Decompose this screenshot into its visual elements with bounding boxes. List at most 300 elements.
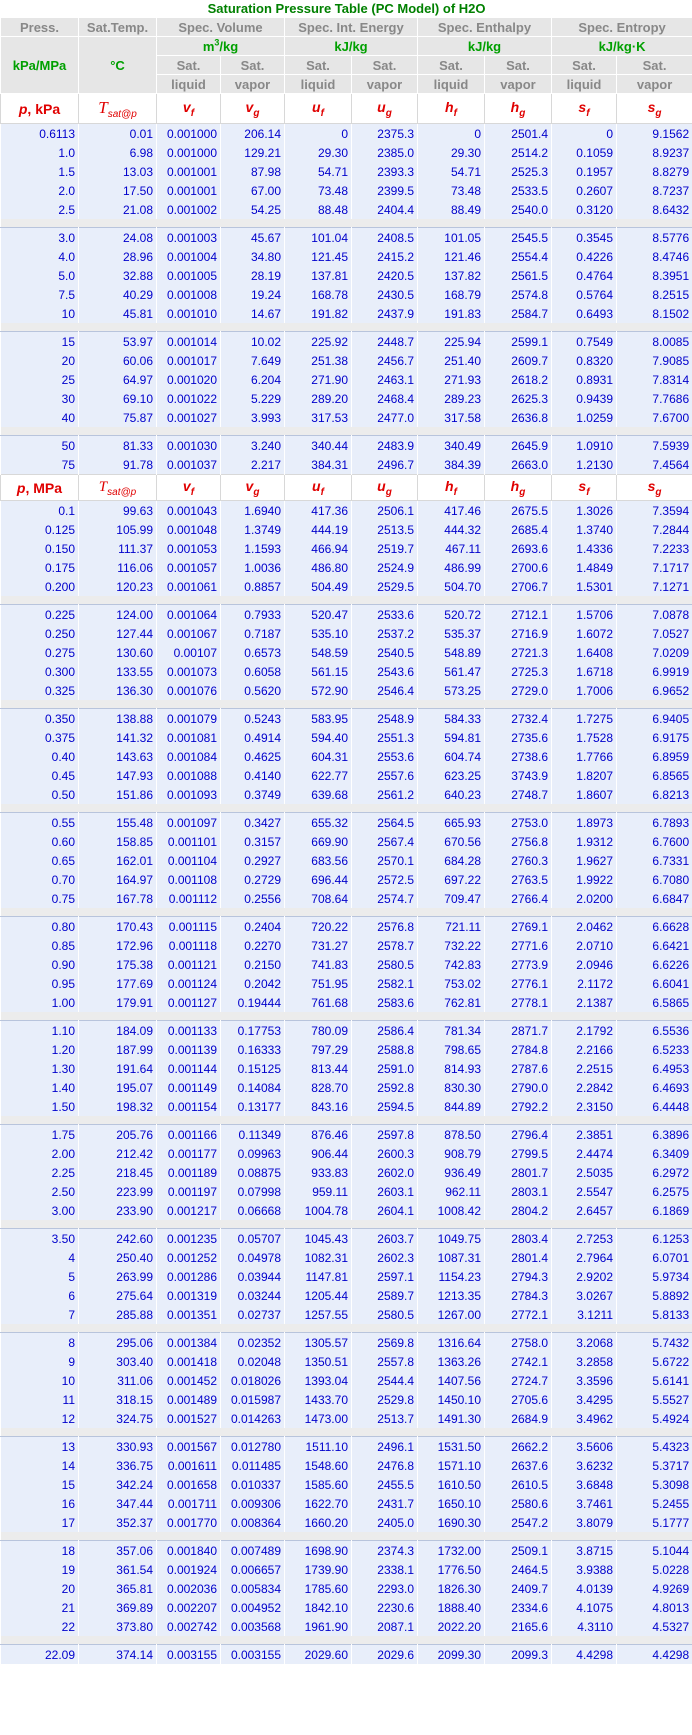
cell-vg: 0.14084 [221, 1078, 285, 1097]
cell-ug: 2597.8 [352, 1125, 418, 1145]
cell-vf: 0.002036 [157, 1579, 221, 1598]
cell-vf: 0.001351 [157, 1305, 221, 1324]
cell-vf: 0.001073 [157, 662, 221, 681]
cell-sat-temp: 64.97 [79, 370, 157, 389]
table-row [1, 200, 692, 219]
header-liquid-label: liquid [552, 75, 617, 94]
cell-pressure: 1.30 [1, 1059, 79, 1078]
cell-sf: 2.0462 [552, 917, 617, 937]
cell-hg: 2742.1 [485, 1352, 552, 1371]
cell-sg: 7.3594 [617, 501, 692, 521]
symbol-hg: $h_g$ [485, 475, 552, 501]
cell-vg: 1.6940 [221, 501, 285, 521]
cell-sg: 5.0228 [617, 1560, 692, 1579]
cell-sg: 6.6041 [617, 974, 692, 993]
cell-ug: 2513.5 [352, 520, 418, 539]
cell-hf: 1650.10 [418, 1494, 485, 1513]
cell-hf: 1690.30 [418, 1513, 485, 1532]
cell-vf: 0.001115 [157, 917, 221, 937]
table-row [1, 143, 692, 162]
cell-sf: 1.7275 [552, 709, 617, 729]
table-row [1, 1475, 692, 1494]
table-row [1, 1617, 692, 1636]
cell-sf: 1.2130 [552, 455, 617, 475]
cell-uf: 959.11 [285, 1182, 352, 1201]
table-row [1, 1598, 692, 1617]
cell-hg: 2547.2 [485, 1513, 552, 1532]
cell-hf: 1732.00 [418, 1541, 485, 1561]
table-row [1, 228, 692, 248]
group-separator [1, 1220, 692, 1229]
cell-vg: 0.07998 [221, 1182, 285, 1201]
cell-hg: 2732.4 [485, 709, 552, 729]
cell-sat-temp: 105.99 [79, 520, 157, 539]
cell-uf: 761.68 [285, 993, 352, 1012]
cell-vf: 0.003155 [157, 1645, 221, 1665]
cell-ug: 2594.5 [352, 1097, 418, 1116]
cell-sf: 3.9388 [552, 1560, 617, 1579]
cell-vf: 0.001093 [157, 785, 221, 804]
cell-sf: 2.6457 [552, 1201, 617, 1220]
cell-vf: 0.00107 [157, 643, 221, 662]
cell-ug: 2029.6 [352, 1645, 418, 1665]
cell-pressure: 3.00 [1, 1201, 79, 1220]
cell-sg: 5.8133 [617, 1305, 692, 1324]
cell-vg: 1.3749 [221, 520, 285, 539]
table-row [1, 889, 692, 908]
cell-sg: 5.4924 [617, 1409, 692, 1428]
cell-sf: 1.8607 [552, 785, 617, 804]
cell-sat-temp: 45.81 [79, 304, 157, 323]
cell-uf: 73.48 [285, 181, 352, 200]
cell-vf: 0.001384 [157, 1333, 221, 1353]
cell-vg: 54.25 [221, 200, 285, 219]
table-row [1, 955, 692, 974]
cell-sf: 2.4474 [552, 1144, 617, 1163]
cell-hf: 573.25 [418, 681, 485, 700]
header-sat-label: Sat. [352, 56, 418, 75]
cell-vf: 0.001144 [157, 1059, 221, 1078]
cell-uf: 622.77 [285, 766, 352, 785]
cell-ug: 2431.7 [352, 1494, 418, 1513]
cell-uf: 225.92 [285, 332, 352, 352]
cell-sat-temp: 17.50 [79, 181, 157, 200]
cell-vf: 0.001108 [157, 870, 221, 889]
cell-sg: 6.9919 [617, 662, 692, 681]
cell-sat-temp: 32.88 [79, 266, 157, 285]
cell-pressure: 0.75 [1, 889, 79, 908]
group-separator [1, 1428, 692, 1437]
cell-sat-temp: 124.00 [79, 605, 157, 625]
cell-hg: 2724.7 [485, 1371, 552, 1390]
cell-vf: 0.001000 [157, 124, 221, 144]
cell-vg: 19.24 [221, 285, 285, 304]
cell-ug: 2537.2 [352, 624, 418, 643]
cell-sf: 1.0259 [552, 408, 617, 427]
cell-uf: 933.83 [285, 1163, 352, 1182]
cell-sg: 7.0527 [617, 624, 692, 643]
cell-sat-temp: 151.86 [79, 785, 157, 804]
cell-hf: 709.47 [418, 889, 485, 908]
cell-ug: 2456.7 [352, 351, 418, 370]
cell-hg: 2763.5 [485, 870, 552, 889]
symbol-hf: $h_f$ [418, 475, 485, 501]
cell-uf: 191.82 [285, 304, 352, 323]
cell-sat-temp: 133.55 [79, 662, 157, 681]
cell-uf: 1660.20 [285, 1513, 352, 1532]
cell-hf: 1888.40 [418, 1598, 485, 1617]
cell-uf: 1147.81 [285, 1267, 352, 1286]
cell-ug: 2437.9 [352, 304, 418, 323]
cell-hg: 2645.9 [485, 436, 552, 456]
cell-uf: 1622.70 [285, 1494, 352, 1513]
cell-sg: 5.8892 [617, 1286, 692, 1305]
cell-hf: 1049.75 [418, 1229, 485, 1249]
cell-vf: 0.001452 [157, 1371, 221, 1390]
cell-sg: 6.5536 [617, 1021, 692, 1041]
cell-pressure: 0.175 [1, 558, 79, 577]
cell-vf: 0.001030 [157, 436, 221, 456]
cell-vf: 0.001014 [157, 332, 221, 352]
cell-vg: 1.0036 [221, 558, 285, 577]
cell-uf: 466.94 [285, 539, 352, 558]
cell-sg: 6.6628 [617, 917, 692, 937]
cell-sf: 3.0267 [552, 1286, 617, 1305]
cell-hg: 2706.7 [485, 577, 552, 596]
cell-hf: 1531.50 [418, 1437, 485, 1457]
cell-pressure: 0.6113 [1, 124, 79, 144]
cell-ug: 2588.8 [352, 1040, 418, 1059]
cell-vg: 0.11349 [221, 1125, 285, 1145]
cell-sat-temp: 250.40 [79, 1248, 157, 1267]
header-liquid-label: liquid [418, 75, 485, 94]
cell-hf: 962.11 [418, 1182, 485, 1201]
cell-vf: 0.001286 [157, 1267, 221, 1286]
cell-vg: 0.004952 [221, 1598, 285, 1617]
header-sat-temp: Sat.Temp. [79, 18, 157, 37]
cell-sf: 1.5301 [552, 577, 617, 596]
cell-pressure: 14 [1, 1456, 79, 1475]
cell-ug: 2586.4 [352, 1021, 418, 1041]
cell-sat-temp: 218.45 [79, 1163, 157, 1182]
table-row [1, 351, 692, 370]
cell-ug: 2567.4 [352, 832, 418, 851]
cell-ug: 2513.7 [352, 1409, 418, 1428]
cell-vf: 0.001097 [157, 813, 221, 833]
cell-vg: 3.240 [221, 436, 285, 456]
cell-vf: 0.001118 [157, 936, 221, 955]
cell-sg: 6.9175 [617, 728, 692, 747]
cell-vf: 0.001527 [157, 1409, 221, 1428]
cell-sf: 3.3596 [552, 1371, 617, 1390]
table-row [1, 577, 692, 596]
cell-pressure: 0.325 [1, 681, 79, 700]
cell-ug: 2408.5 [352, 228, 418, 248]
cell-vf: 0.001104 [157, 851, 221, 870]
cell-pressure: 21 [1, 1598, 79, 1617]
cell-pressure: 4 [1, 1248, 79, 1267]
cell-pressure: 3.50 [1, 1229, 79, 1249]
cell-hf: 1008.42 [418, 1201, 485, 1220]
table-row [1, 709, 692, 729]
cell-hg: 2804.2 [485, 1201, 552, 1220]
cell-sg: 7.2844 [617, 520, 692, 539]
table-row [1, 870, 692, 889]
cell-hf: 417.46 [418, 501, 485, 521]
cell-hf: 289.23 [418, 389, 485, 408]
group-separator [1, 804, 692, 813]
cell-sat-temp: 28.96 [79, 247, 157, 266]
table-row [1, 539, 692, 558]
cell-vf: 0.001139 [157, 1040, 221, 1059]
cell-sat-temp: 177.69 [79, 974, 157, 993]
cell-ug: 2393.3 [352, 162, 418, 181]
cell-sat-temp: 6.98 [79, 143, 157, 162]
cell-hf: 1316.64 [418, 1333, 485, 1353]
cell-ug: 2483.9 [352, 436, 418, 456]
cell-uf: 683.56 [285, 851, 352, 870]
cell-hg: 2637.6 [485, 1456, 552, 1475]
cell-pressure: 2.25 [1, 1163, 79, 1182]
cell-uf: 780.09 [285, 1021, 352, 1041]
cell-vf: 0.001124 [157, 974, 221, 993]
cell-hg: 2771.6 [485, 936, 552, 955]
cell-sat-temp: 330.93 [79, 1437, 157, 1457]
cell-vg: 0.010337 [221, 1475, 285, 1494]
cell-sf: 3.7461 [552, 1494, 617, 1513]
cell-sg: 5.2455 [617, 1494, 692, 1513]
cell-uf: 168.78 [285, 285, 352, 304]
cell-sf: 1.5706 [552, 605, 617, 625]
cell-hf: 1571.10 [418, 1456, 485, 1475]
cell-sat-temp: 60.06 [79, 351, 157, 370]
unit-volume-rest: /kg [219, 38, 239, 54]
cell-uf: 417.36 [285, 501, 352, 521]
cell-uf: 843.16 [285, 1097, 352, 1116]
cell-vg: 129.21 [221, 143, 285, 162]
cell-vf: 0.001197 [157, 1182, 221, 1201]
cell-uf: 1961.90 [285, 1617, 352, 1636]
cell-pressure: 15 [1, 332, 79, 352]
cell-pressure: 40 [1, 408, 79, 427]
cell-hg: 2574.8 [485, 285, 552, 304]
cell-hg: 2509.1 [485, 1541, 552, 1561]
cell-uf: 1082.31 [285, 1248, 352, 1267]
cell-hf: 317.58 [418, 408, 485, 427]
cell-pressure: 6 [1, 1286, 79, 1305]
unit-energy: kJ/kg [285, 37, 418, 56]
cell-sat-temp: 136.30 [79, 681, 157, 700]
cell-ug: 2543.6 [352, 662, 418, 681]
cell-pressure: 11 [1, 1390, 79, 1409]
cell-uf: 1739.90 [285, 1560, 352, 1579]
cell-vf: 0.001711 [157, 1494, 221, 1513]
cell-hg: 2663.0 [485, 455, 552, 475]
cell-pressure: 5.0 [1, 266, 79, 285]
cell-hg: 2712.1 [485, 605, 552, 625]
table-row [1, 1579, 692, 1598]
cell-uf: 0 [285, 124, 352, 144]
cell-sf: 3.8079 [552, 1513, 617, 1532]
cell-vg: 0.005834 [221, 1579, 285, 1598]
cell-uf: 1785.60 [285, 1579, 352, 1598]
cell-vg: 0.5620 [221, 681, 285, 700]
cell-pressure: 0.65 [1, 851, 79, 870]
cell-sat-temp: 91.78 [79, 455, 157, 475]
symbol-row-kpa [1, 94, 692, 124]
cell-vf: 0.001133 [157, 1021, 221, 1041]
cell-sat-temp: 69.10 [79, 389, 157, 408]
cell-hf: 908.79 [418, 1144, 485, 1163]
table-row [1, 1305, 692, 1324]
cell-sat-temp: 369.89 [79, 1598, 157, 1617]
cell-sat-temp: 167.78 [79, 889, 157, 908]
cell-ug: 2477.0 [352, 408, 418, 427]
cell-hf: 1450.10 [418, 1390, 485, 1409]
table-row [1, 936, 692, 955]
cell-uf: 486.80 [285, 558, 352, 577]
cell-vf: 0.001840 [157, 1541, 221, 1561]
symbol-sg: $s_g$ [617, 94, 692, 124]
cell-sg: 6.3409 [617, 1144, 692, 1163]
cell-uf: 797.29 [285, 1040, 352, 1059]
cell-sat-temp: 198.32 [79, 1097, 157, 1116]
cell-hg: 2725.3 [485, 662, 552, 681]
symbol-uf: $u_f$ [285, 475, 352, 501]
table-row [1, 1494, 692, 1513]
cell-uf: 720.22 [285, 917, 352, 937]
cell-hg: 2165.6 [485, 1617, 552, 1636]
cell-sg: 4.9269 [617, 1579, 692, 1598]
cell-sf: 3.5606 [552, 1437, 617, 1457]
cell-ug: 2592.8 [352, 1078, 418, 1097]
cell-hf: 444.32 [418, 520, 485, 539]
cell-uf: 741.83 [285, 955, 352, 974]
cell-uf: 1045.43 [285, 1229, 352, 1249]
cell-pressure: 0.250 [1, 624, 79, 643]
header-sat-label: Sat. [617, 56, 692, 75]
cell-vg: 0.003568 [221, 1617, 285, 1636]
cell-vf: 0.001037 [157, 455, 221, 475]
cell-uf: 88.48 [285, 200, 352, 219]
table-row [1, 1437, 692, 1457]
cell-sat-temp: 40.29 [79, 285, 157, 304]
cell-sg: 6.1253 [617, 1229, 692, 1249]
table-row [1, 266, 692, 285]
cell-sg: 5.4323 [617, 1437, 692, 1457]
cell-ug: 2557.8 [352, 1352, 418, 1371]
group-separator [1, 1532, 692, 1541]
group-separator [1, 1116, 692, 1125]
cell-hf: 781.34 [418, 1021, 485, 1041]
cell-pressure: 0.90 [1, 955, 79, 974]
cell-sf: 1.6718 [552, 662, 617, 681]
cell-vg: 45.67 [221, 228, 285, 248]
cell-hg: 2721.3 [485, 643, 552, 662]
cell-pressure: 10 [1, 1371, 79, 1390]
cell-vg: 0.3427 [221, 813, 285, 833]
cell-sat-temp: 357.06 [79, 1541, 157, 1561]
cell-sf: 1.7528 [552, 728, 617, 747]
group-separator [1, 700, 692, 709]
symbol-tsat-mpa: $T_{sat@p}$ [79, 475, 157, 501]
cell-vg: 0.008364 [221, 1513, 285, 1532]
cell-ug: 2524.9 [352, 558, 418, 577]
cell-vg: 6.204 [221, 370, 285, 389]
table-row [1, 1267, 692, 1286]
cell-hf: 504.70 [418, 577, 485, 596]
cell-sf: 1.8973 [552, 813, 617, 833]
cell-vg: 2.217 [221, 455, 285, 475]
cell-vg: 67.00 [221, 181, 285, 200]
header-sat-label: Sat. [285, 56, 352, 75]
cell-sg: 6.0701 [617, 1248, 692, 1267]
cell-hf: 1407.56 [418, 1371, 485, 1390]
cell-vg: 0.03244 [221, 1286, 285, 1305]
cell-sf: 4.1075 [552, 1598, 617, 1617]
cell-vf: 0.001079 [157, 709, 221, 729]
cell-pressure: 30 [1, 389, 79, 408]
cell-hg: 2796.4 [485, 1125, 552, 1145]
cell-uf: 101.04 [285, 228, 352, 248]
cell-pressure: 50 [1, 436, 79, 456]
cell-vg: 0.3749 [221, 785, 285, 804]
cell-vg: 0.012780 [221, 1437, 285, 1457]
cell-vg: 0.7187 [221, 624, 285, 643]
cell-sg: 6.1869 [617, 1201, 692, 1220]
cell-ug: 2230.6 [352, 1598, 418, 1617]
cell-ug: 2415.2 [352, 247, 418, 266]
group-separator [1, 427, 692, 436]
cell-sf: 0.1059 [552, 143, 617, 162]
cell-hf: 762.81 [418, 993, 485, 1012]
cell-vf: 0.001489 [157, 1390, 221, 1409]
cell-sg: 6.8959 [617, 747, 692, 766]
cell-uf: 251.38 [285, 351, 352, 370]
cell-vg: 0.2042 [221, 974, 285, 993]
cell-hf: 844.89 [418, 1097, 485, 1116]
cell-pressure: 20 [1, 1579, 79, 1598]
cell-uf: 813.44 [285, 1059, 352, 1078]
table-row [1, 181, 692, 200]
cell-sat-temp: 0.01 [79, 124, 157, 144]
table-row [1, 370, 692, 389]
cell-hf: 168.79 [418, 285, 485, 304]
cell-vf: 0.001235 [157, 1229, 221, 1249]
cell-vf: 0.001189 [157, 1163, 221, 1182]
cell-hf: 486.99 [418, 558, 485, 577]
cell-hf: 742.83 [418, 955, 485, 974]
table-row [1, 436, 692, 456]
cell-sat-temp: 24.08 [79, 228, 157, 248]
cell-uf: 594.40 [285, 728, 352, 747]
cell-hg: 2540.0 [485, 200, 552, 219]
cell-pressure: 2.00 [1, 1144, 79, 1163]
cell-vg: 3.993 [221, 408, 285, 427]
cell-vf: 0.001001 [157, 181, 221, 200]
cell-ug: 2405.0 [352, 1513, 418, 1532]
cell-sg: 6.8565 [617, 766, 692, 785]
cell-hg: 2685.4 [485, 520, 552, 539]
cell-ug: 2553.6 [352, 747, 418, 766]
cell-sat-temp: 303.40 [79, 1352, 157, 1371]
cell-sg: 8.2515 [617, 285, 692, 304]
cell-vg: 0.16333 [221, 1040, 285, 1059]
cell-ug: 2404.4 [352, 200, 418, 219]
table-row [1, 785, 692, 804]
cell-sf: 2.7964 [552, 1248, 617, 1267]
cell-hf: 721.11 [418, 917, 485, 937]
